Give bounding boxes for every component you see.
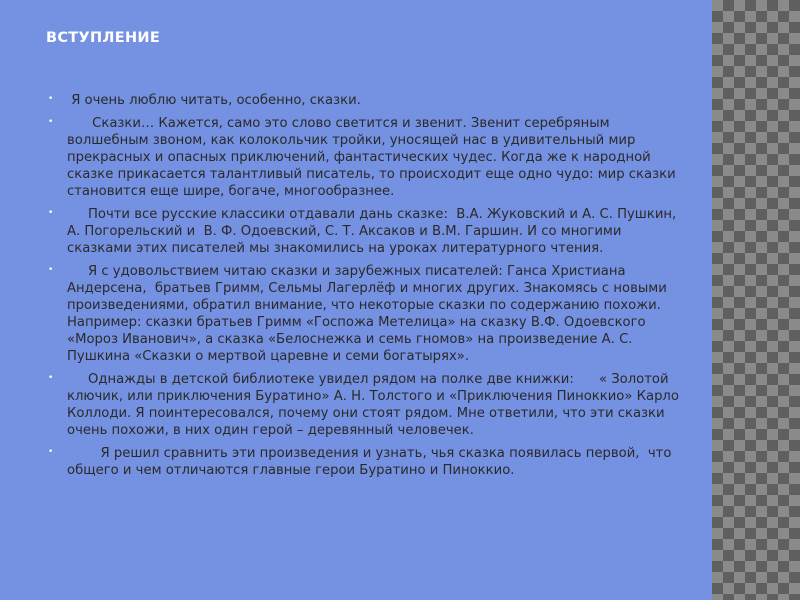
bullet-marker-icon: •: [48, 117, 54, 127]
slide-title: ВСТУПЛЕНИЕ: [46, 30, 161, 46]
bullet-text: Я решил сравнить эти произведения и узнать, чья сказка появилась первой, что общего и чем отличаются главные герои Буратино и Пиноккио.: [67, 446, 676, 478]
bullet-marker-icon: •: [48, 373, 54, 383]
bullet-text: Однажды в детской библиотеке увидел рядом на полке две книжки: « Золотой ключик, или приключения Буратино» А. Н. Толстого и «Приключения Пиноккио» Карло Коллоди. Я поинтересовался, почему они стоят рядом. Мне ответили, что эти сказки очень похожи, в них один герой – деревянный человечек.: [67, 372, 684, 438]
bullet-text: Почти все русские классики отдавали дань сказке: В.А. Жуковский и А. С. Пушкин, А. Погорельский и В. Ф. Одоевский, С. Т. Аксаков и В.М. Гаршин. И со многими сказками этих писателей мы знакомились на уроках литературного чтения.: [67, 207, 681, 256]
bullet-item: [48, 92, 680, 109]
bullet-item: [48, 263, 680, 365]
bullet-list: [48, 92, 684, 485]
bullet-text: Я очень люблю читать, особенно, сказки.: [67, 93, 361, 108]
bullet-item: [48, 115, 680, 200]
bullet-marker-icon: •: [48, 208, 54, 218]
bullet-marker-icon: •: [48, 265, 54, 275]
bullet-item: [48, 445, 680, 479]
bullet-text: Сказки… Кажется, само это слово светится и звенит. Звенит серебряным волшебным звоном, как колокольчик тройки, уносящей нас в удивительный мир прекрасных и опасных приключений, фантастических чудес. Когда же к народной сказке прикасается талантливый писатель, то происходит еще одно чудо: мир сказки становится еще шире, богаче, многообразнее.: [67, 116, 680, 199]
bullet-marker-icon: •: [48, 94, 54, 104]
bullet-item: [48, 371, 684, 439]
bullet-item: [48, 206, 680, 257]
bullet-text: Я с удовольствием читаю сказки и зарубежных писателей: Ганса Христиана Андерсена, братьев Гримм, Сельмы Лагерлёф и многих других. Знакомясь с новыми произведениями, обратил внимание, что некоторые сказки по содержанию похожи. Например: сказки братьев Гримм «Госпожа Метелица» на сказку В.Ф. Одоевского «Мороз Иванович», а сказка «Белоснежка и семь гномов» на произведение А. С. Пушкина «Сказки о мертвой царевне и семи богатырях».: [67, 264, 671, 364]
decorative-side-panel: [712, 0, 800, 600]
bullet-marker-icon: •: [48, 447, 54, 457]
